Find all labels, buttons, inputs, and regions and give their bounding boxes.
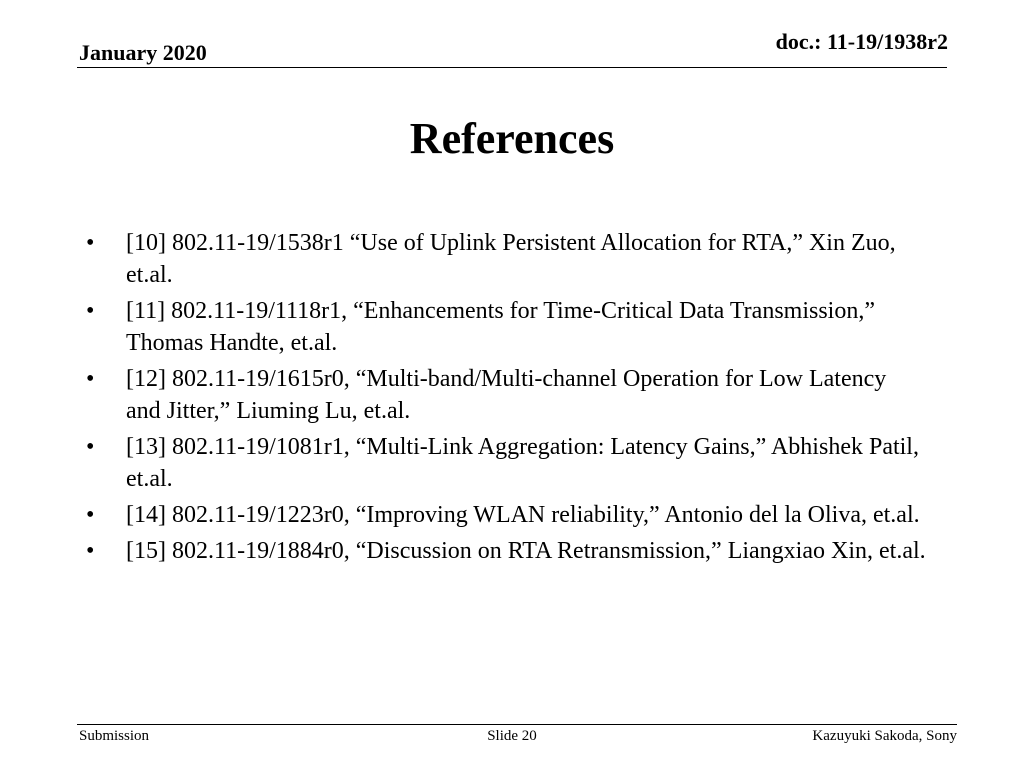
reference-item xyxy=(86,431,926,495)
bullet-icon: • xyxy=(86,366,95,392)
header-divider xyxy=(77,67,947,68)
reference-text: [11] 802.11-19/1118r1, “Enhancements for Time-Critical Data Transmission,” Thomas Handte, et.al. xyxy=(126,298,876,356)
reference-item xyxy=(86,227,926,291)
reference-item xyxy=(86,363,926,427)
reference-item xyxy=(86,499,926,531)
footer-submission: Submission xyxy=(79,728,150,744)
reference-text: [14] 802.11-19/1223r0, “Improving WLAN reliability,” Antonio del la Oliva, et.al. xyxy=(126,502,920,528)
bullet-icon: • xyxy=(86,298,95,324)
reference-text: [12] 802.11-19/1615r0, “Multi-band/Multi-channel Operation for Low Latency and Jitter,” Liuming Lu, et.al. xyxy=(126,366,887,424)
reference-list xyxy=(86,227,926,571)
footer-divider xyxy=(77,724,957,725)
reference-text: [10] 802.11-19/1538r1 “Use of Uplink Persistent Allocation for RTA,” Xin Zuo, et.al. xyxy=(126,230,896,288)
footer-author: Kazuyuki Sakoda, Sony xyxy=(812,728,957,744)
bullet-icon: • xyxy=(86,434,95,460)
bullet-icon: • xyxy=(86,502,95,528)
bullet-icon: • xyxy=(86,230,95,256)
slide-title: References xyxy=(409,114,615,163)
header-date: January 2020 xyxy=(79,40,207,65)
reference-item xyxy=(86,535,926,567)
reference-text: [13] 802.11-19/1081r1, “Multi-Link Aggregation: Latency Gains,” Abhishek Patil, et.al. xyxy=(126,434,919,492)
footer-slide-number: Slide 20 xyxy=(487,728,537,744)
reference-text: [15] 802.11-19/1884r0, “Discussion on RTA Retransmission,” Liangxiao Xin, et.al. xyxy=(126,538,926,564)
bullet-icon: • xyxy=(86,538,95,564)
header-doc-id: doc.: 11-19/1938r2 xyxy=(775,29,948,54)
reference-item xyxy=(86,295,926,359)
